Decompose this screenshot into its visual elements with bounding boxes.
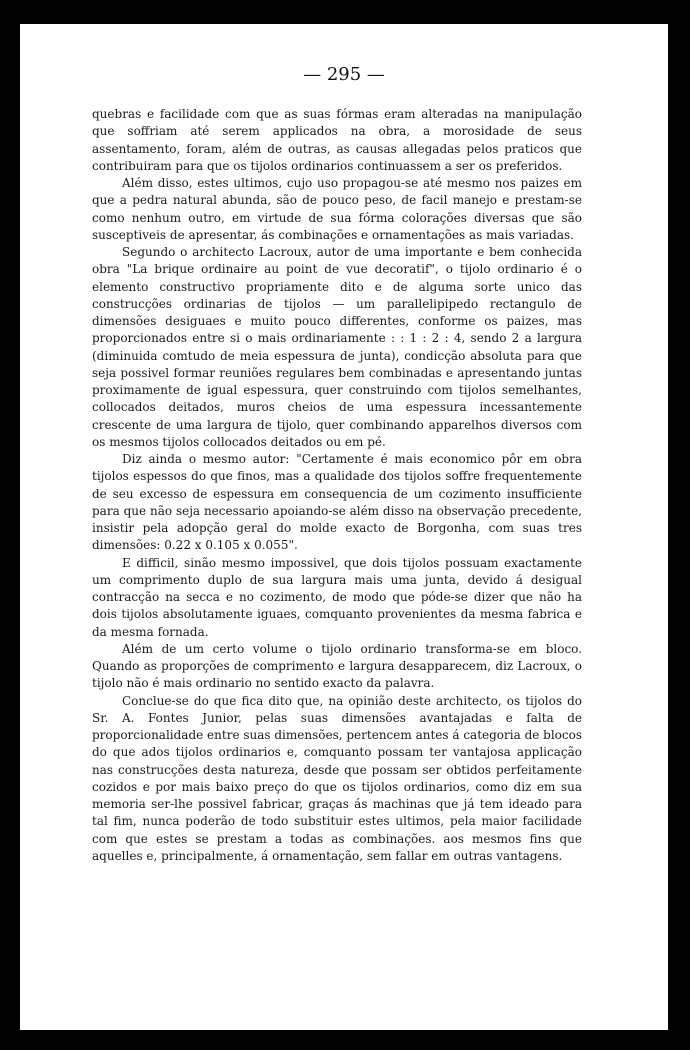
paragraph-light-weight-advantages: Além disso, estes ultimos, cujo uso propagou-se até mesmo nos paizes em que a pedra natural abunda, são de pouco peso, de facil manejo e prestam-se como nenhum outro, em virtude de sua fórma colorações diversas que são susceptiveis de apresentar, ás combinações e ornamentações as mais variadas. bbox=[92, 176, 582, 242]
body-text bbox=[92, 106, 582, 865]
paragraph-block-definition: Além de um certo volume o tijolo ordinario transforma-se em bloco. Quando as proporções de comprimento e largura desapparecem, diz Lacroux, o tijolo não é mais ordinario no sentido exacto da palavra. bbox=[92, 641, 582, 691]
page-number: — 295 — bbox=[303, 64, 385, 85]
paragraph-lacroux-definition: Segundo o architecto Lacroux, autor de uma importante e bem conhecida obra "La brique ordinaire au point de vue decoratif", o tijolo ordinario é o elemento constructivo propriamente dito e de alguma sorte unico das construcções ordinarias de tijolos — um parallelipipedo rectangulo de dimensões desiguaes e muito pouco differentes, conforme os paizes, mas proporcionados entre si o mais ordinariamente : : 1 : 2 : 4, sendo 2 a largura (diminuida comtudo de meia espessura de junta), condicção absoluta para que seja possivel formar reuniões regulares bem combinadas e apresentando juntas proximamente de igual espessura, quer construindo com tijolos semelhantes, collocados deitados, muros cheios de uma espessura incessantemente crescente de uma largura de tijolo, quer combinando apparelhos diversos com os mesmos tijolos collocados deitados ou em pé. bbox=[92, 245, 582, 449]
paragraph-continuation: quebras e facilidade com que as suas fórmas eram alteradas na manipulação que soffriam até serem applicados na obra, a morosidade de seus assentamento, foram, além de outras, as causas allegadas pelos praticos que contribuiram para que os tijolos ordinarios continuassem a ser os preferidos. bbox=[92, 107, 582, 173]
document-page bbox=[20, 24, 668, 1030]
paragraph-dimension-difficulty: E difficil, sinão mesmo impossivel, que dois tijolos possuam exactamente um comprimento duplo de sua largura mais uma junta, devido á desigual contracção na secca e no cozimento, de modo que póde-se dizer que não ha dois tijolos absolutamente iguaes, comquanto provenientes da mesma fabrica e da mesma fornada. bbox=[92, 555, 582, 639]
paragraph-conclusion: Conclue-se do que fica dito que, na opinião deste architecto, os tijolos do Sr. A. Fontes Junior, pelas suas dimensões avantajadas e falta de proporcionalidade entre suas dimensões, pertencem antes á categoria de blocos do que ados tijolos ordinarios e, comquanto possam ter vantajosa applicação nas construcções desta natureza, desde que possam ser obtidos perfeitamente cozidos e por mais baixo preço do que os tijolos ordinarios, como diz em sua memoria ser-lhe possivel fabricar, graças ás machinas que já tem ideado para tal fim, nunca poderão de todo substituir estes ultimos, pela maior facilidade com que estes se prestam a todas as combinações. aos mesmos fins que aquelles e, principalmente, á ornamentação, sem fallar em outras vantagens. bbox=[92, 693, 583, 863]
paragraph-lacroux-quote: Diz ainda o mesmo autor: "Certamente é mais economico pôr em obra tijolos espessos do que finos, mas a qualidade dos tijolos soffre frequentemente de seu excesso de espessura em consequencia de um cozimento insufficiente para que não seja necessario apoiando-se além disso na observação precedente, insistir pela adopção geral do molde exacto de Borgonha, com suas tres dimensões: 0.22 x 0.105 x 0.055". bbox=[92, 452, 582, 553]
